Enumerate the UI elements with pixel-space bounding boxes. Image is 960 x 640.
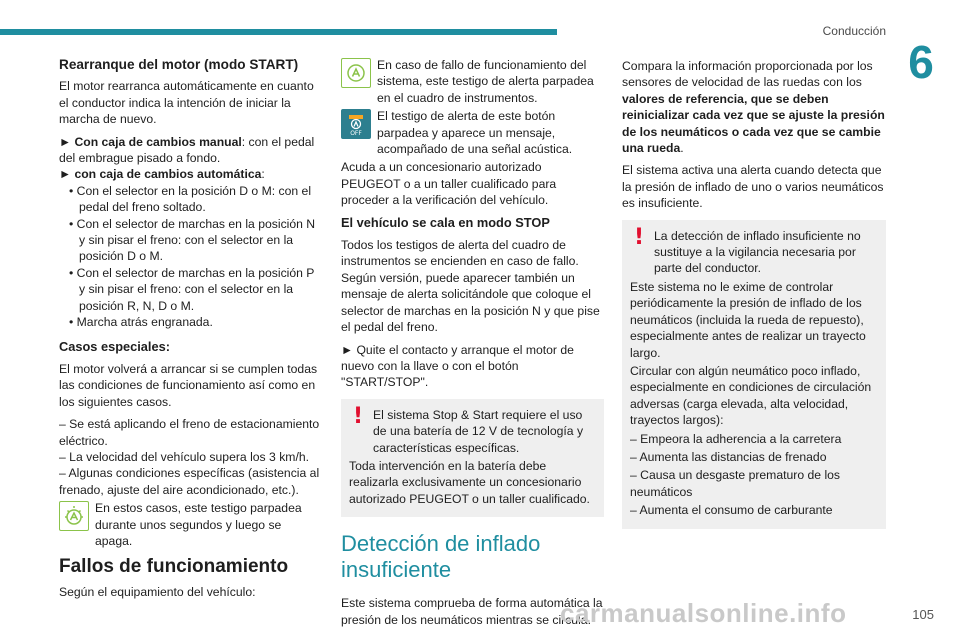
dash-item-fuel: – Aumenta el consumo de carburante: [630, 503, 833, 518]
stop-start-icon: [341, 58, 371, 88]
svg-text:OFF: OFF: [350, 130, 362, 138]
warning-battery-text: El sistema Stop & Start requiere el uso de una batería de 12 V de tecnología y características específicas.: [373, 407, 584, 455]
bullet-reverse: • Marcha atrás engranada.: [69, 315, 213, 330]
manual-gearbox-item: ► Con caja de cambios manual: con el pedal del embrague pisado a fondo.: [59, 134, 315, 166]
tyre-warning-box: [622, 220, 886, 529]
paragraph-detect: Este sistema comprueba de forma automática la presión de los neumáticos mientras se circula.: [341, 596, 603, 627]
paragraph-compare: Compara la información proporcionada por los sensores de velocidad de las ruedas con los valores de referencia, que se deben reinicializar cada vez que se ajuste la presión de los neumáticos o cada vez que se cambie una rueda.: [622, 59, 885, 156]
off-button-text: El testigo de alerta de este botón parpadea y aparece un mensaje, acompañado de una señal acústica.: [377, 109, 573, 157]
warning-vigilance: La detección de inflado insuficiente no sustituye a la vigilancia necesaria por parte del conductor.: [654, 228, 861, 276]
dash-item-parking-brake: – Se está aplicando el freno de estacionamiento eléctrico.: [59, 417, 320, 448]
paragraph-stall: Todos los testigos de alerta del cuadro de instrumentos se encienden en caso de fallo. Según versión, puede aparecer también un mensaje de alerta solicitándole que coloque el selector de marchas en la posición N y que pise el pedal del freno.: [341, 238, 600, 335]
paragraph-faults: Según el equipamiento del vehículo:: [59, 584, 256, 599]
bullet-selector-dm: • Con el selector en la posición D o M: con el pedal del freno soltado.: [69, 183, 312, 215]
bullet-selector-p: • Con el selector de marchas en la posición P y sin pisar el freno: con el selector en la posición R, N, D o M.: [69, 265, 315, 313]
battery-warning-box: [341, 399, 604, 517]
blinking-lamp-note: [59, 500, 321, 549]
paragraph-restart-key: ► Quite el contacto y arranque el motor de nuevo con la llave o con el botón "START/STOP".: [341, 342, 574, 390]
auto-gearbox-item: ► con caja de cambios automática:: [59, 167, 265, 182]
dash-item-wear: – Causa un desgaste prematuro de los neumáticos: [630, 468, 841, 499]
dash-item-speed: – La velocidad del vehículo supera los 3 km/h.: [59, 449, 309, 464]
stop-start-blinking-icon: [59, 501, 89, 531]
bullet-selector-n: • Con el selector de marchas en la posición N y sin pisar el freno: con el selector en la posición D o M.: [69, 216, 316, 264]
column-2: [341, 55, 604, 634]
dash-item-conditions: – Algunas condiciones específicas (asistencia al frenado, ajuste del aire acondicionado, etc.).: [59, 466, 320, 497]
header-accent-bar: [0, 29, 557, 35]
heading-special-cases: Casos especiales:: [59, 338, 170, 354]
fault-lamp-note: [341, 57, 604, 106]
off-button-note: [341, 108, 604, 157]
dash-item-grip: – Empeora la adherencia a la carretera: [630, 431, 842, 446]
chapter-number: 6: [908, 36, 934, 88]
dash-item-braking: – Aumenta las distancias de frenado: [630, 449, 827, 464]
exclamation-icon: !: [353, 403, 364, 429]
warning-battery-service: Toda intervención en la batería debe realizarla exclusivamente un concesionario autorizado PEUGEOT o un taller cualificado.: [349, 458, 590, 506]
warning-pressure-check: Este sistema no le exime de controlar periódicamente la presión de inflado de los neumáticos (incluida la rueda de repuesto), especialmente antes de realizar un trayecto largo.: [630, 279, 866, 360]
paragraph-alert: El sistema activa una alerta cuando detecta que la presión de inflado de uno o varios neumáticos es insuficiente.: [622, 163, 884, 211]
blinking-lamp-text: En estos casos, este testigo parpadea durante unos segundos y luego se apaga.: [95, 501, 302, 548]
paragraph-dealer: Acuda a un concesionario autorizado PEUGEOT o a un taller cualificado para proceder a la verificación del vehículo.: [341, 160, 557, 208]
page-number: 105: [912, 607, 934, 622]
paragraph-special: El motor volverá a arrancar si se cumplen todas las condiciones de funcionamiento así como en los siguientes casos.: [59, 361, 318, 409]
exclamation-icon: !: [634, 224, 645, 250]
section-title: Conducción: [822, 24, 886, 38]
heading-restart: Rearranque del motor (modo START): [59, 57, 299, 72]
fault-lamp-text: En caso de fallo de funcionamiento del sistema, este testigo de alerta parpadea en el cuadro de instrumentos.: [377, 58, 594, 105]
column-1: [59, 55, 321, 606]
paragraph-restart: El motor rearranca automáticamente en cuanto el conductor indica la intención de iniciar la marcha de nuevo.: [59, 79, 314, 127]
stop-start-off-button-icon: [341, 109, 371, 139]
warning-underinflated: Circular con algún neumático poco inflado, especialmente en condiciones de circulación adversas (carga elevada, alta velocidad, trayectos largos):: [630, 363, 872, 428]
column-3: [622, 58, 886, 537]
heading-underinflation: Detección de inflado insuficiente: [341, 531, 541, 583]
heading-faults: Fallos de funcionamiento: [59, 556, 289, 578]
heading-engine-stall: El vehículo se cala en modo STOP: [341, 214, 550, 230]
watermark: carmanualsonline.info: [560, 598, 847, 628]
